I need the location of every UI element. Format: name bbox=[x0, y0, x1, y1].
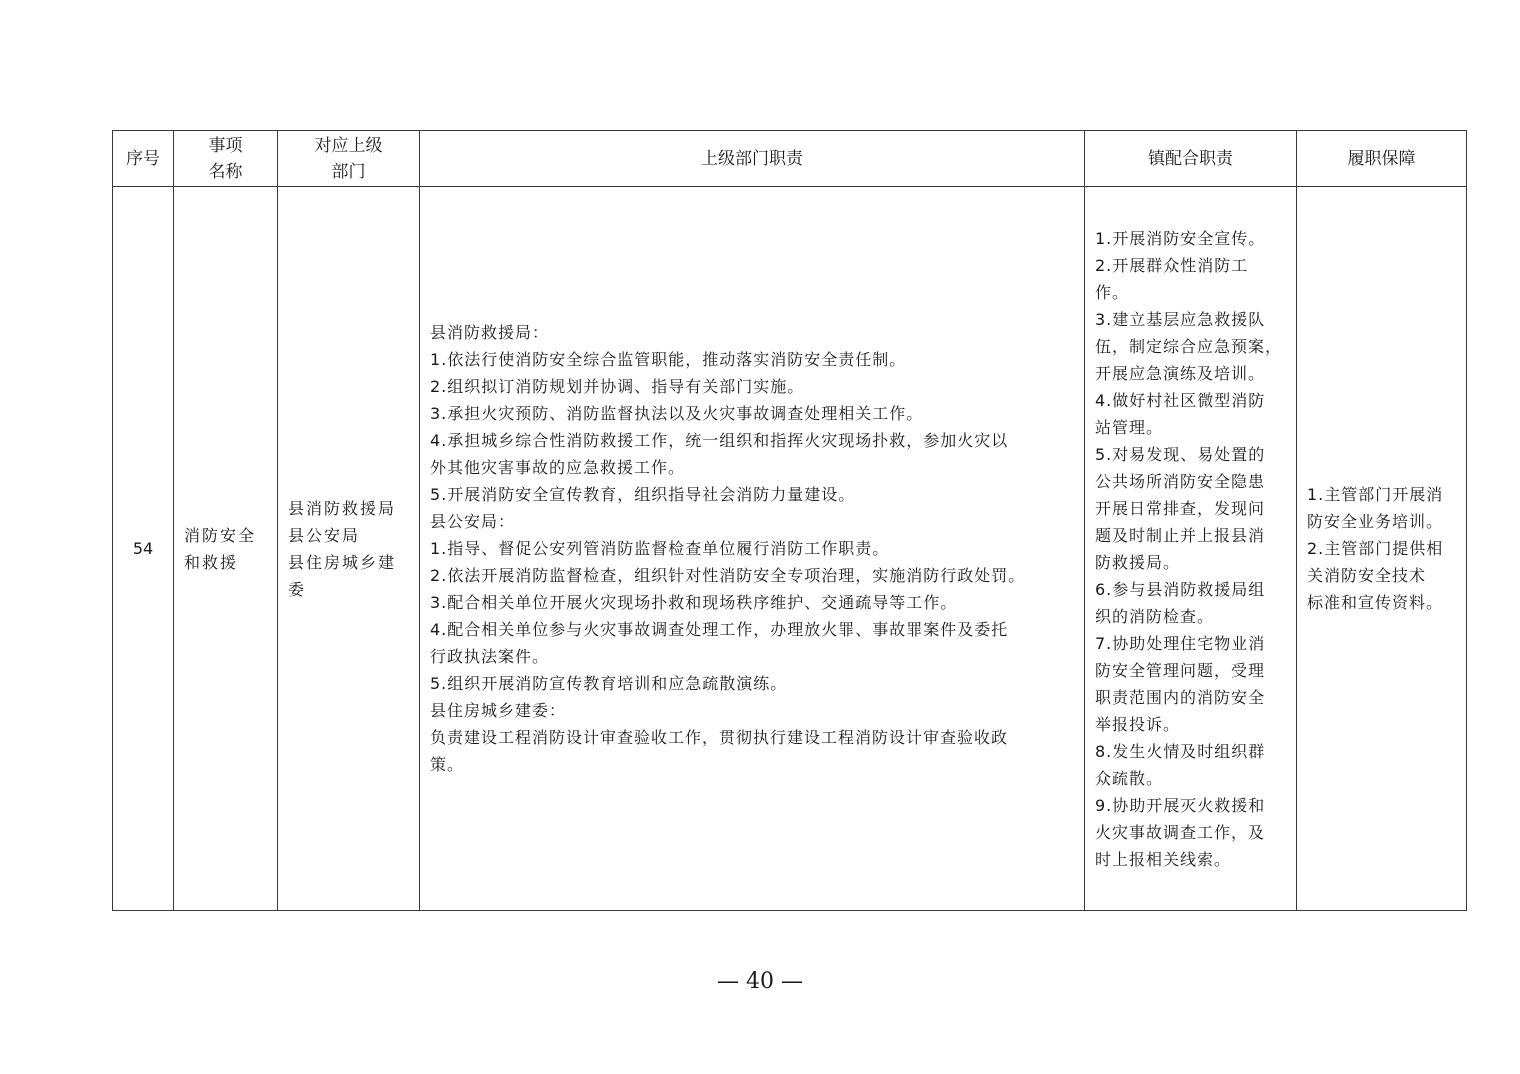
town-duty-line: 站管理。 bbox=[1095, 417, 1164, 437]
cell-no: 54 bbox=[113, 187, 174, 911]
town-duty-line: 作。 bbox=[1095, 282, 1130, 302]
town-duty-line: 开展日常排查，发现问 bbox=[1095, 498, 1266, 518]
town-duty-line: 3.建立基层应急救援队 bbox=[1095, 309, 1266, 329]
duty-line: 4.承担城乡综合性消防救援工作，统一组织和指挥火灾现场扑救，参加火灾以 bbox=[430, 431, 1009, 450]
duty-line: 策。 bbox=[430, 755, 465, 774]
town-duty-line: 6.参与县消防救援局组 bbox=[1095, 579, 1266, 599]
duty-line: 县消防救援局： bbox=[430, 323, 550, 342]
town-duty-line: 举报投诉。 bbox=[1095, 714, 1181, 734]
town-duty-line: 9.协助开展灭火救援和 bbox=[1095, 795, 1266, 815]
town-duty-line: 8.发生火情及时组织群 bbox=[1095, 741, 1266, 761]
dept-line: 委 bbox=[288, 579, 307, 599]
header-dept-line1: 对应上级 bbox=[314, 135, 383, 156]
town-duty-line: 公共场所消防安全隐患 bbox=[1095, 471, 1266, 491]
duty-line: 2.组织拟订消防规划并协调、指导有关部门实施。 bbox=[430, 377, 805, 396]
town-duty-line: 4.做好村社区微型消防 bbox=[1095, 390, 1266, 410]
duty-line: 县公安局： bbox=[430, 512, 516, 531]
duty-line: 5.开展消防安全宣传教育，组织指导社会消防力量建设。 bbox=[430, 485, 856, 504]
guarantee-line: 2.主管部门提供相 bbox=[1307, 539, 1444, 558]
duty-line: 负责建设工程消防设计审查验收工作，贯彻执行建设工程消防设计审查验收政 bbox=[430, 728, 1009, 747]
town-duty-line: 防救援局。 bbox=[1095, 552, 1181, 572]
town-duty-line: 1.开展消防安全宣传。 bbox=[1095, 228, 1266, 248]
dept-line: 县消防救援局 bbox=[288, 498, 397, 518]
dept-line: 县住房城乡建 bbox=[288, 552, 397, 572]
header-upper-duty: 上级部门职责 bbox=[420, 131, 1085, 187]
duty-line: 4.配合相关单位参与火灾事故调查处理工作，办理放火罪、事故罪案件及委托 bbox=[430, 620, 1009, 639]
header-item-name bbox=[174, 131, 278, 187]
duty-line: 县住房城乡建委： bbox=[430, 701, 567, 720]
town-duty-line: 7.协助处理住宅物业消 bbox=[1095, 633, 1266, 653]
town-duty-line: 织的消防检查。 bbox=[1095, 606, 1215, 626]
page-number: — 40 — bbox=[717, 969, 803, 994]
header-upper-dept bbox=[278, 131, 420, 187]
guarantee-line: 关消防安全技术 bbox=[1307, 566, 1427, 585]
town-duty-line: 开展应急演练及培训。 bbox=[1095, 363, 1266, 383]
cell-upper-duty bbox=[420, 187, 1085, 911]
town-duty-line: 火灾事故调查工作，及 bbox=[1095, 822, 1266, 842]
duty-line: 行政执法案件。 bbox=[430, 647, 550, 666]
header-item-line1: 事项 bbox=[208, 135, 243, 156]
town-duty-line: 5.对易发现、易处置的 bbox=[1095, 444, 1266, 464]
header-dept-line2: 部门 bbox=[331, 161, 366, 182]
town-duty-line: 防安全管理问题，受理 bbox=[1095, 660, 1266, 680]
duty-line: 3.承担火灾预防、消防监督执法以及火灾事故调查处理相关工作。 bbox=[430, 404, 924, 423]
duty-line: 5.组织开展消防宣传教育培训和应急疏散演练。 bbox=[430, 674, 788, 693]
duty-line: 1.指导、督促公安列管消防监督检查单位履行消防工作职责。 bbox=[430, 539, 890, 558]
dept-line: 县公安局 bbox=[288, 525, 361, 545]
header-town-duty: 镇配合职责 bbox=[1085, 131, 1297, 187]
town-duty-line: 伍，制定综合应急预案， bbox=[1095, 336, 1283, 356]
town-duty-line: 题及时制止并上报县消 bbox=[1095, 525, 1266, 545]
item-name-line: 消防安全 bbox=[184, 525, 257, 545]
duty-line: 2.依法开展消防监督检查，组织针对性消防安全专项治理，实施消防行政处罚。 bbox=[430, 566, 1026, 585]
guarantee-line: 防安全业务培训。 bbox=[1307, 512, 1444, 531]
town-duty-line: 时上报相关线索。 bbox=[1095, 849, 1232, 869]
guarantee-line: 标准和宣传资料。 bbox=[1307, 593, 1444, 612]
town-duty-line: 众疏散。 bbox=[1095, 768, 1164, 788]
cell-guarantee bbox=[1297, 187, 1467, 911]
duty-line: 1.依法行使消防安全综合监管职能，推动落实消防安全责任制。 bbox=[430, 350, 907, 369]
duty-table bbox=[112, 130, 1467, 911]
guarantee-line: 1.主管部门开展消 bbox=[1307, 485, 1444, 504]
duty-line: 3.配合相关单位开展火灾现场扑救和现场秩序维护、交通疏导等工作。 bbox=[430, 593, 958, 612]
table-row bbox=[113, 187, 1467, 911]
town-duty-line: 2.开展群众性消防工 bbox=[1095, 255, 1249, 275]
table-header-row bbox=[113, 131, 1467, 187]
cell-item-name bbox=[174, 187, 278, 911]
cell-town-duty bbox=[1085, 187, 1297, 911]
header-no: 序号 bbox=[113, 131, 174, 187]
header-guarantee: 履职保障 bbox=[1297, 131, 1467, 187]
header-item-line2: 名称 bbox=[208, 161, 243, 182]
duty-line: 外其他灾害事故的应急救援工作。 bbox=[430, 458, 686, 477]
cell-upper-dept bbox=[278, 187, 420, 911]
town-duty-line: 职责范围内的消防安全 bbox=[1095, 687, 1266, 707]
item-name-line: 和救援 bbox=[184, 552, 239, 572]
